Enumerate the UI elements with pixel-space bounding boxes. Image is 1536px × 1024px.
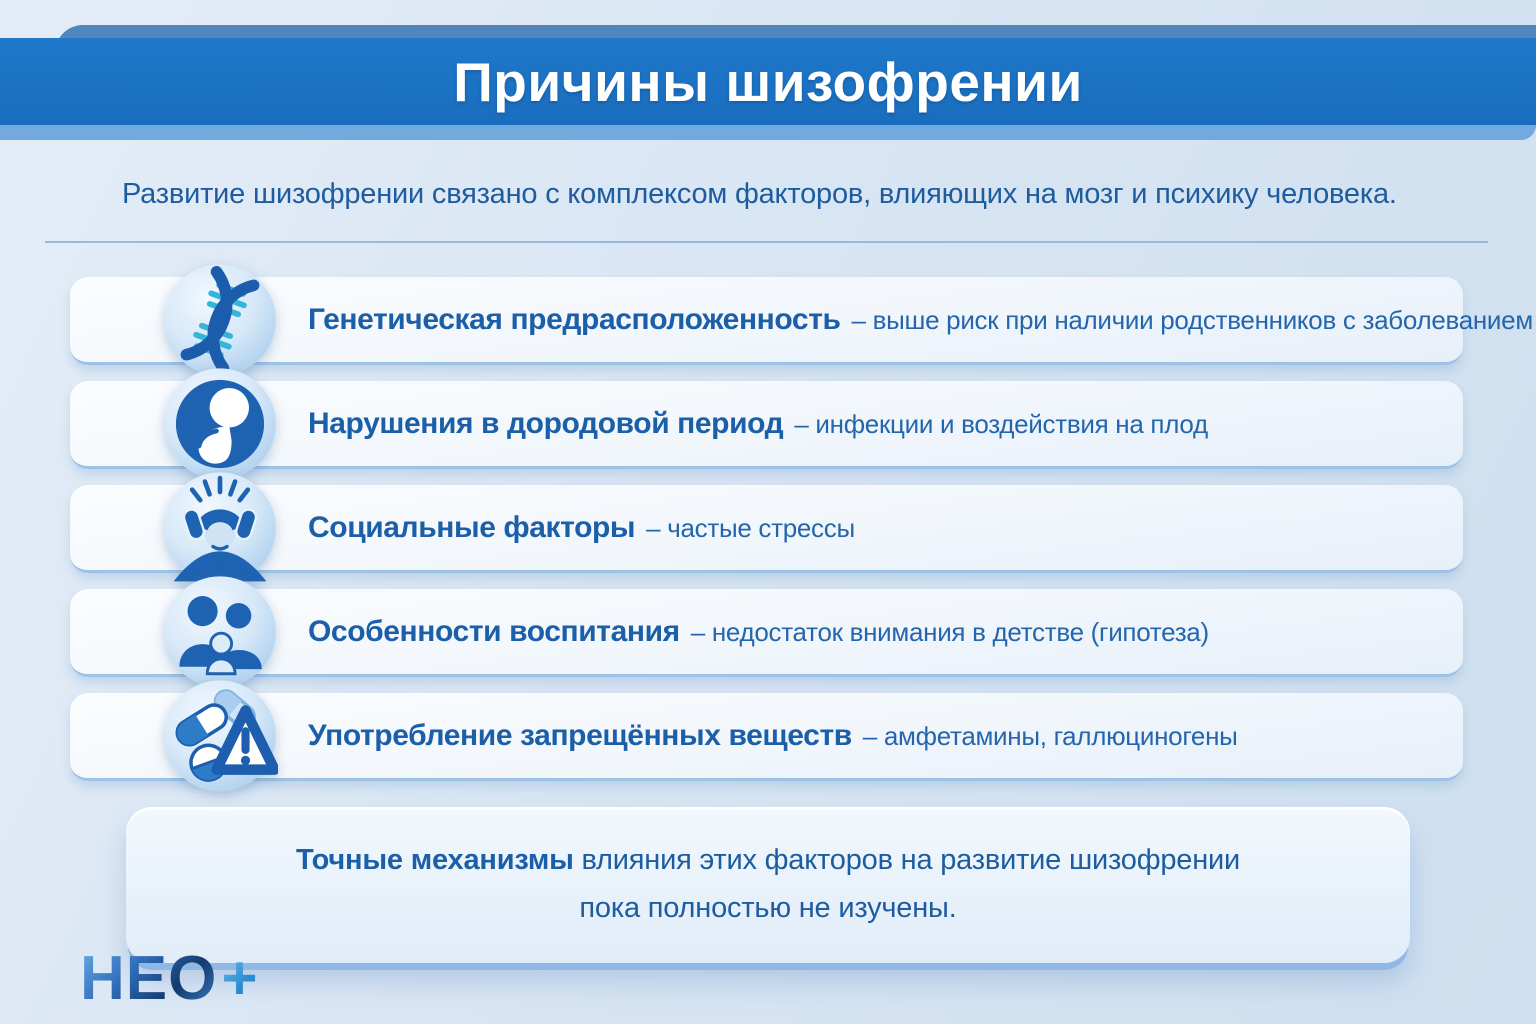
logo <box>80 944 259 1013</box>
factor-card-substances <box>70 693 1463 781</box>
note-line2: пока полностью не изучены. <box>579 891 957 924</box>
factor-title: Особенности воспитания <box>308 614 680 648</box>
stressed-person-icon <box>162 470 278 586</box>
factors-list <box>70 277 1533 781</box>
factor-description: – выше риск при наличии родственников с заболеванием <box>851 304 1533 335</box>
factor-card-upbringing <box>70 589 1463 677</box>
note-box <box>126 807 1410 963</box>
dna-icon <box>162 262 278 378</box>
factor-title: Генетическая предрасположенность <box>308 302 841 336</box>
divider <box>45 241 1488 243</box>
factor-description: – частые стрессы <box>646 512 855 543</box>
factor-description: – инфекции и воздействия на плод <box>794 408 1208 439</box>
intro-text: Развитие шизофрении связано с комплексом факторов, влияющих на мозг и психику человека. <box>122 178 1397 210</box>
note-text <box>296 837 1240 933</box>
factor-card-social <box>70 485 1463 573</box>
factor-title: Употребление запрещённых веществ <box>308 718 852 752</box>
factor-card-prenatal <box>70 381 1463 469</box>
factor-card-genetics <box>70 277 1533 365</box>
family-icon <box>162 574 278 690</box>
factor-description: – амфетамины, галлюциногены <box>862 720 1238 751</box>
header <box>0 0 1536 140</box>
page-title: Причины шизофрении <box>453 50 1083 113</box>
logo-plus-icon: + <box>221 944 259 1013</box>
logo-text: НЕО <box>80 944 218 1013</box>
factor-title: Социальные факторы <box>308 510 636 544</box>
factor-description: – недостаток внимания в детстве (гипотеза) <box>690 616 1209 647</box>
header-band <box>0 38 1536 125</box>
note-line1: влияния этих факторов на развитие шизофрении <box>573 844 1241 876</box>
factor-title: Нарушения в дородовой период <box>308 406 784 440</box>
header-accent-strip <box>0 125 1536 140</box>
note-lead: Точные механизмы <box>295 844 574 876</box>
pills-warning-icon <box>162 678 278 794</box>
fetus-icon <box>162 366 278 482</box>
